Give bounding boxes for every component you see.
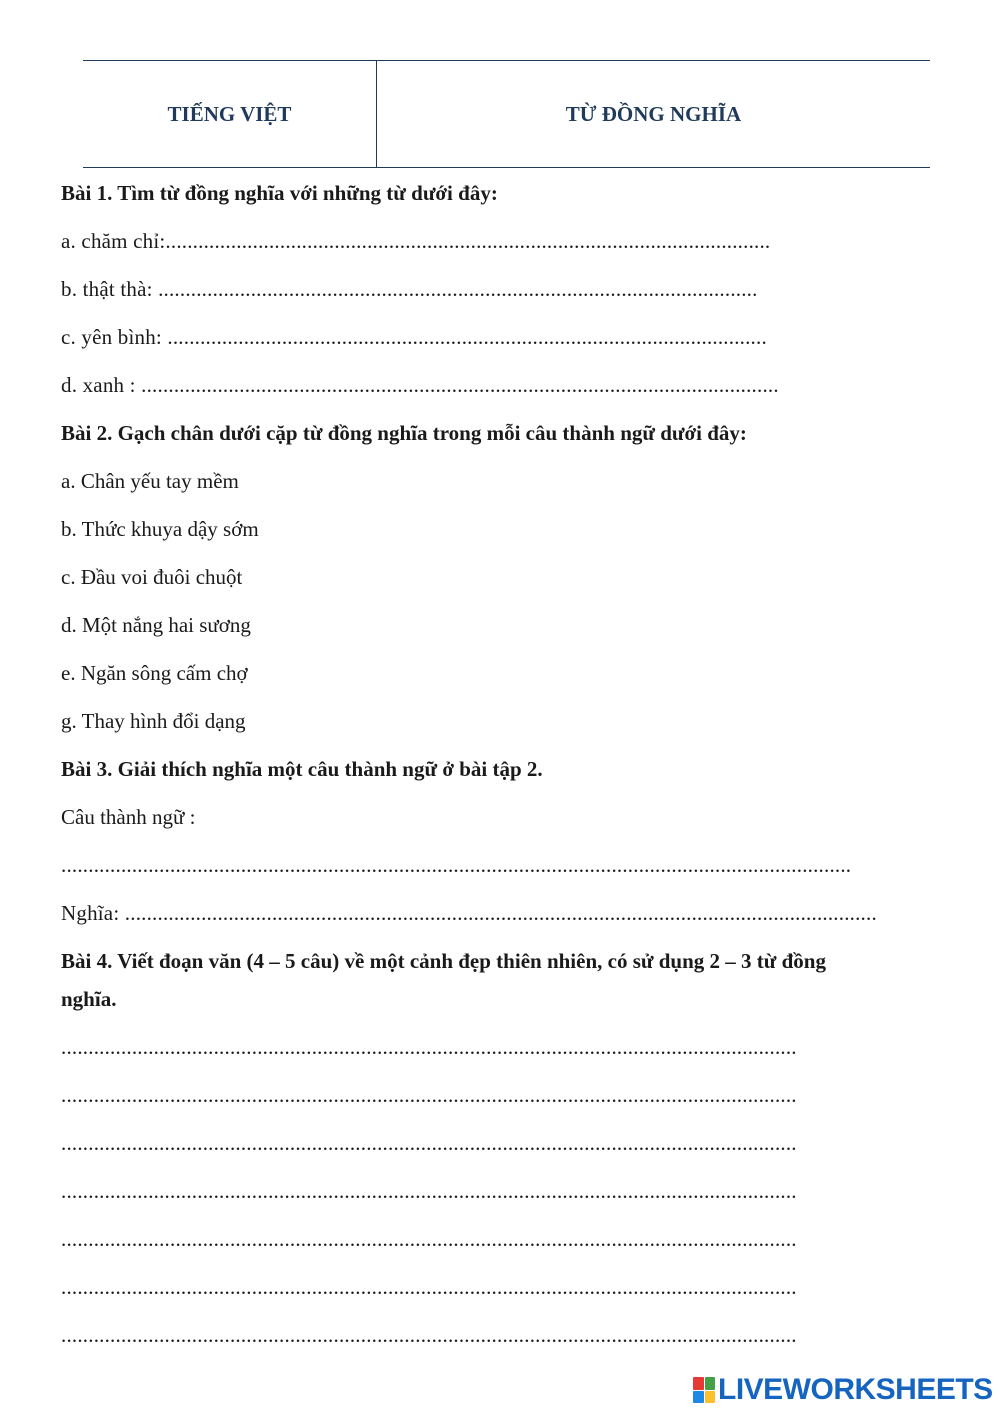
exercise-4-line-5[interactable]: ....................................................................................................................................... [61,1227,797,1251]
exercise-4-line-7[interactable]: ....................................................................................................................................... [61,1323,797,1347]
liveworksheets-mark-icon [693,1377,715,1403]
exercise-4-line-6[interactable]: ....................................................................................................................................... [61,1275,797,1299]
exercise-2-item-g[interactable]: g. Thay hình đổi dạng [61,709,246,733]
mark-square-blue [693,1391,704,1404]
exercise-2-item-c[interactable]: c. Đầu voi đuôi chuột [61,565,243,589]
exercise-4-line-2[interactable]: ....................................................................................................................................... [61,1083,797,1107]
logo-text: LIVEWORKSHEETS [718,1373,993,1406]
exercise-4-title: Bài 4. Viết đoạn văn (4 – 5 câu) về một cảnh đẹp thiên nhiên, có sử dụng 2 – 3 từ đồng [61,949,826,973]
exercise-3-title: Bài 3. Giải thích nghĩa một câu thành ngữ ở bài tập 2. [61,757,543,781]
exercise-2-item-e[interactable]: e. Ngăn sông cấm chợ [61,661,248,685]
exercise-1-title: Bài 1. Tìm từ đồng nghĩa với những từ dưới đây: [61,181,498,205]
liveworksheets-logo[interactable] [693,1374,993,1406]
exercise-2-item-d[interactable]: d. Một nắng hai sương [61,613,251,637]
exercise-4-title-cont: nghĩa. [61,987,117,1011]
exercise-3-label: Câu thành ngữ : [61,805,196,829]
exercise-4-line-4[interactable]: ....................................................................................................................................... [61,1179,797,1203]
exercise-2-item-a[interactable]: a. Chân yếu tay mềm [61,469,239,493]
exercise-4-line-1[interactable]: ....................................................................................................................................... [61,1035,797,1059]
exercise-1-item-c[interactable]: c. yên bình: .............................................................................................................. [61,325,767,349]
mark-square-green [705,1377,716,1390]
exercise-1-item-b[interactable]: b. thật thà: .............................................................................................................. [61,277,758,301]
exercise-1-item-a[interactable]: a. chăm chỉ:............................................................................................................... [61,229,771,253]
exercise-2-item-b[interactable]: b. Thức khuya dậy sớm [61,517,259,541]
topic-title: TỪ ĐỒNG NGHĨA [565,101,742,126]
mark-square-yellow [705,1391,716,1404]
exercise-1-item-d[interactable]: d. xanh : ..................................................................................................................... [61,373,779,397]
exercise-3-answer-line[interactable]: ................................................................................................................................................. [61,853,852,877]
subject-title: TIẾNG VIỆT [83,61,377,167]
mark-square-red [693,1377,704,1390]
exercise-4-line-3[interactable]: ....................................................................................................................................... [61,1131,797,1155]
worksheet-header [83,60,930,168]
exercise-2-title: Bài 2. Gạch chân dưới cặp từ đồng nghĩa trong mỗi câu thành ngữ dưới đây: [61,421,747,445]
exercise-3-meaning-line[interactable]: Nghĩa: .......................................................................................................................................... [61,901,877,925]
